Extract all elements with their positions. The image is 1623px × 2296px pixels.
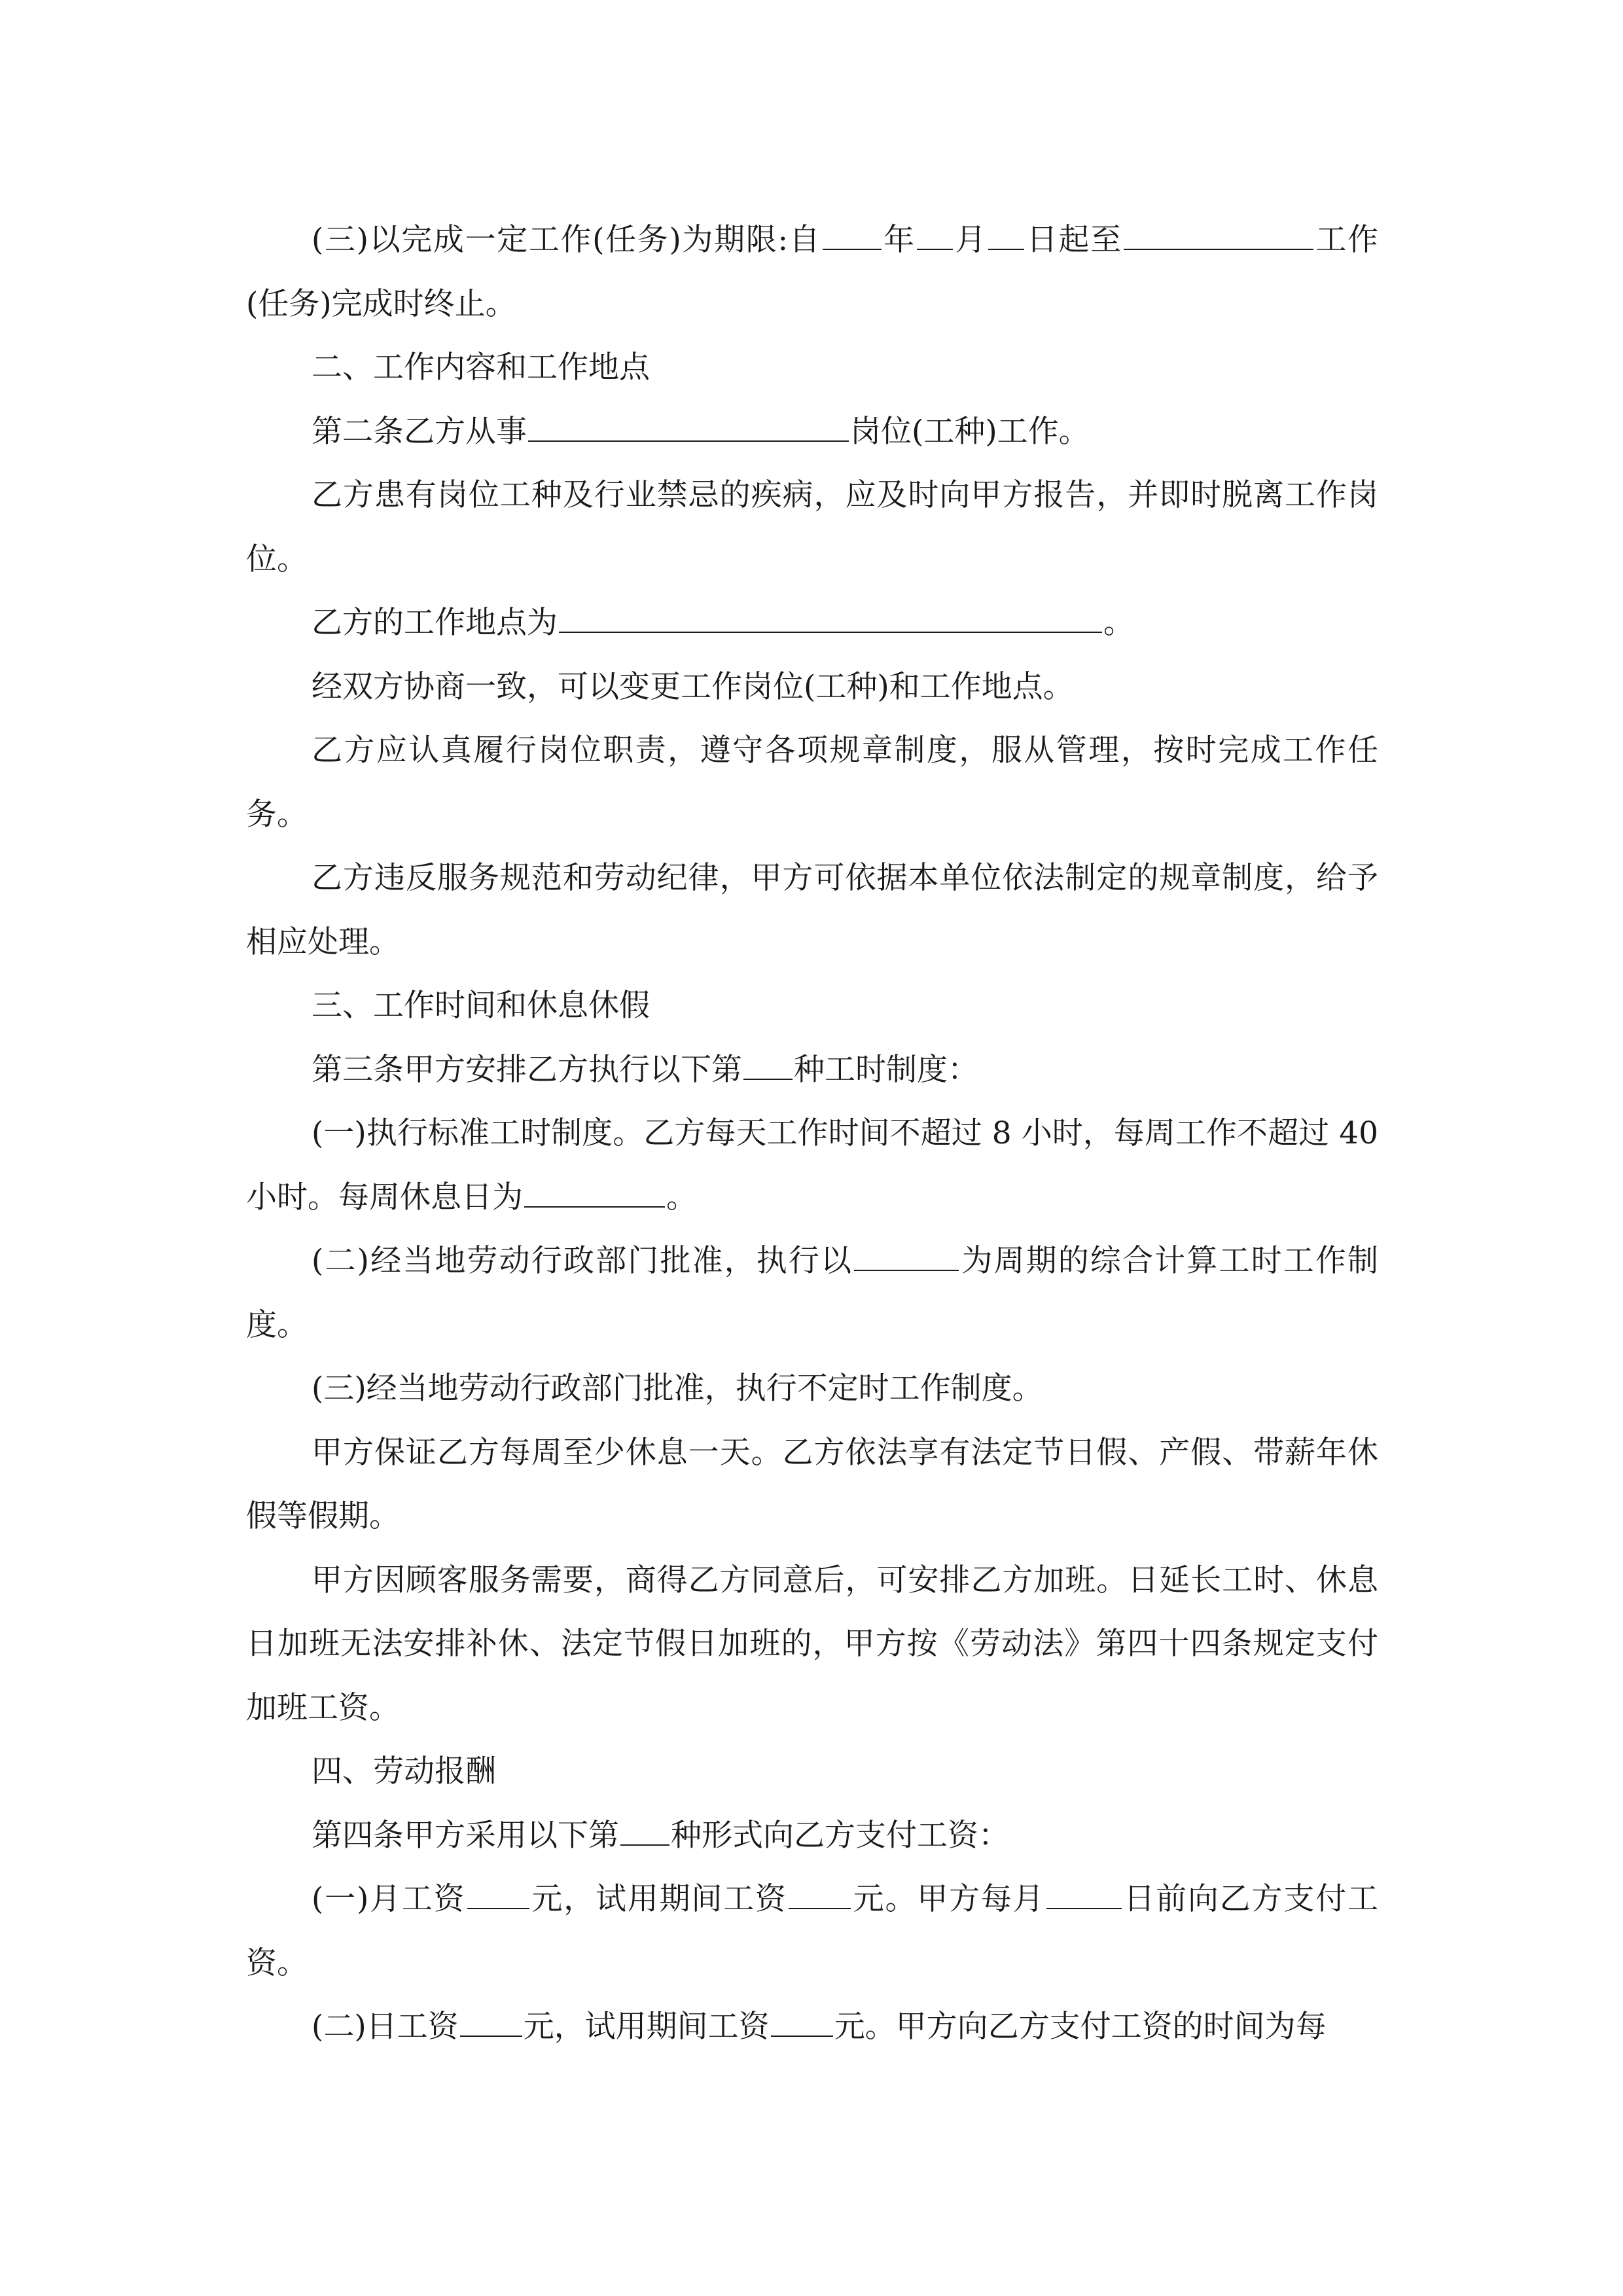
blank-post: [528, 414, 849, 442]
blank-rest-day: [524, 1180, 665, 1208]
blank-cycle: [854, 1244, 959, 1271]
clause-overtime: 甲方因顾客服务需要，商得乙方同意后，可安排乙方加班。日延长工时、休息日加班无法安排补休、法定节假日加班的，甲方按《劳动法》第四十四条规定支付加班工资。: [246, 1562, 1378, 1726]
blank-task: [1124, 223, 1313, 250]
blank-daily-probation-wage: [771, 2009, 833, 2037]
clause-flexible-hours: (三)经当地劳动行政部门批准，执行不定时工作制度。: [312, 1371, 1043, 1407]
section-heading-work-content: 二、工作内容和工作地点: [312, 350, 650, 386]
clause-discipline: 乙方违反服务规范和劳动纪律，甲方可依据本单位依法制定的规章制度，给予相应处理。: [246, 860, 1378, 960]
clause-daily-wage: (二)日工资 元，试用期间工资 元。甲方向乙方支付工资的时间为每: [312, 2009, 1327, 2045]
section-heading-work-time: 三、工作时间和休息休假: [312, 988, 650, 1024]
section-heading-remuneration: 四、劳动报酬: [312, 1753, 496, 1789]
clause-change-post: 经双方协商一致，可以变更工作岗位(工种)和工作地点。: [312, 668, 1074, 705]
document-body: [246, 208, 1378, 2059]
clause-standard-hours: (一)执行标准工时制度。乙方每天工作时间不超过 8 小时，每周工作不超过 40 小时。每周休息日为 。: [246, 1115, 1378, 1215]
clause-duties: 乙方应认真履行岗位职责，遵守各项规章制度，服从管理，按时完成工作任务。: [246, 732, 1378, 833]
article-3: 第三条甲方安排乙方执行以下第 种工时制度：: [312, 1051, 978, 1088]
blank-hours-system-number: [743, 1052, 793, 1080]
clause-comprehensive-hours: (二)经当地劳动行政部门批准，执行以 为周期的综合计算工时工作制度。: [246, 1243, 1379, 1343]
blank-month: [917, 223, 953, 250]
clause-disease-report: 乙方患有岗位工种及行业禁忌的疾病，应及时向甲方报告，并即时脱离工作岗位。: [246, 477, 1378, 577]
blank-year: [823, 223, 882, 250]
blank-work-place: [559, 605, 1102, 633]
clause-work-place: 乙方的工作地点为 。: [312, 605, 1134, 641]
blank-daily-wage: [460, 2009, 522, 2037]
clause-monthly-wage: (一)月工资 元，试用期间工资 元。甲方每月 日前向乙方支付工资。: [246, 1881, 1379, 1981]
article-2: 第二条乙方从事 岗位(工种)工作。: [312, 413, 1090, 450]
article-4: 第四条甲方采用以下第 种形式向乙方支付工资：: [312, 1817, 1009, 1854]
clause-rest-leave: 甲方保证乙方每周至少休息一天。乙方依法享有法定节日假、产假、带薪年休假等假期。: [246, 1434, 1378, 1534]
blank-day: [988, 223, 1024, 250]
clause-term-task: (三)以完成一定工作(任务)为期限:自 年 月 日起至 工作(任务)完成时终止。: [246, 222, 1379, 322]
blank-probation-wage: [789, 1882, 851, 1909]
blank-monthly-wage: [467, 1882, 529, 1909]
blank-pay-day: [1046, 1882, 1122, 1909]
blank-wage-form-number: [620, 1818, 669, 1846]
